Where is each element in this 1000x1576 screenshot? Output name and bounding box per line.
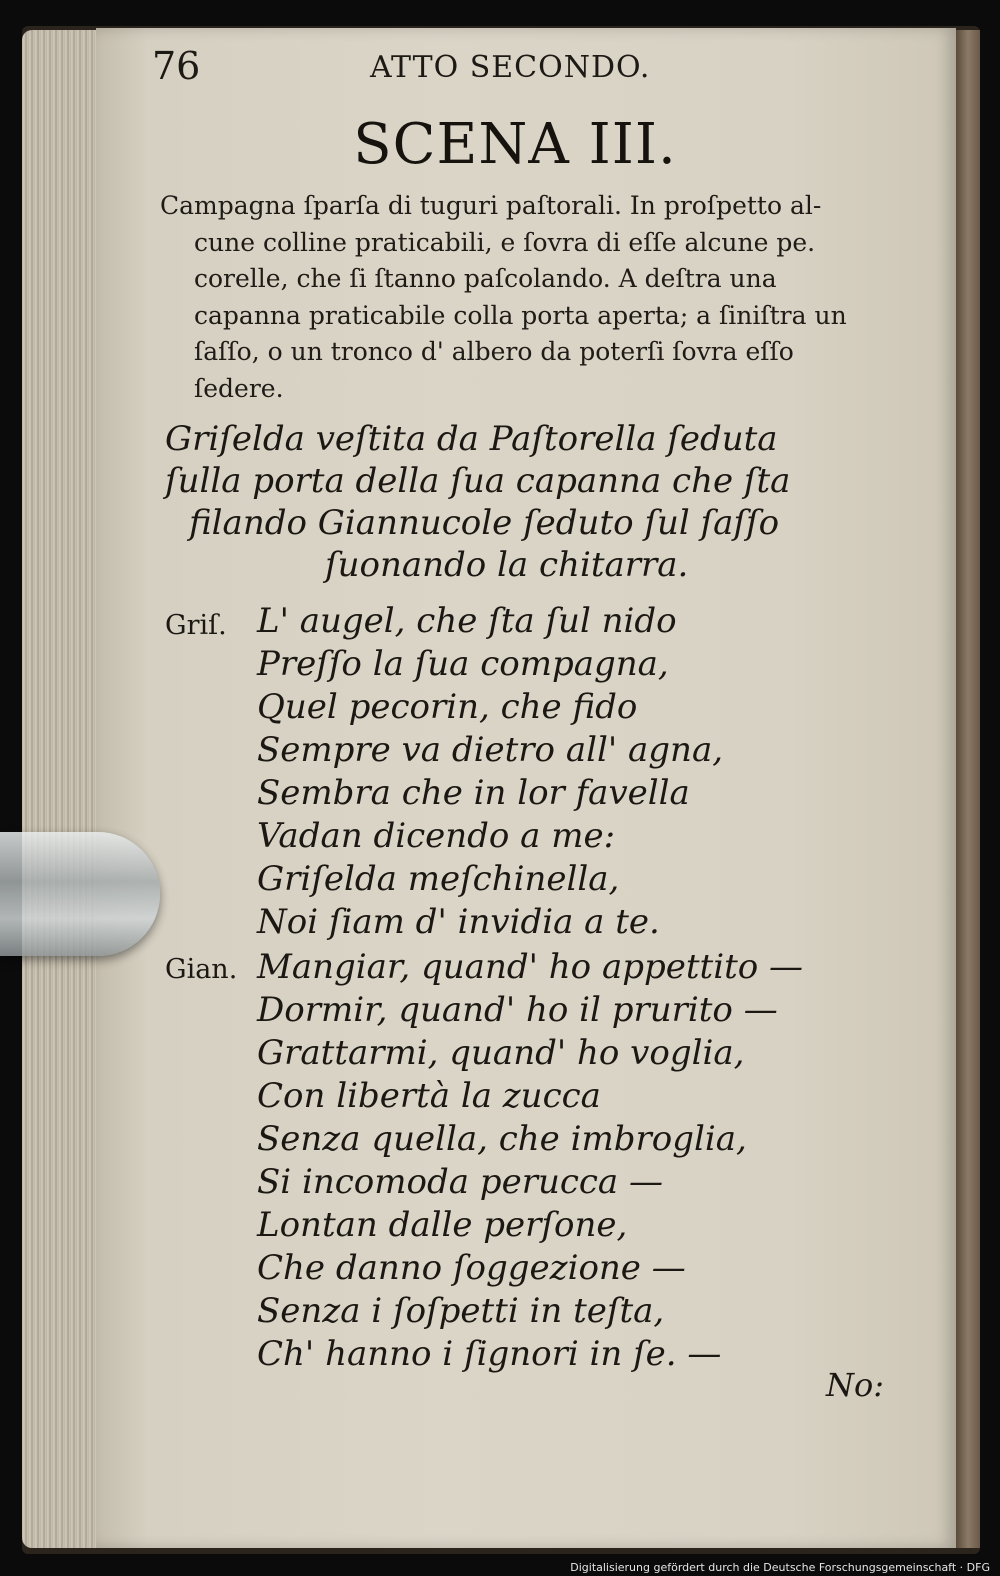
setting-line: ſaſſo, o un tronco d' albero da poterſi ſovra eſſo <box>194 337 794 366</box>
facing-page-edge <box>956 30 980 1548</box>
digitization-credit: Digitalisierung gefördert durch die Deutsche Forschungsgemeinschaft · DFG <box>570 1561 990 1574</box>
verse-line: Noi ſiam d' invidia a te. <box>257 902 660 942</box>
verse-line: Dormir, quand' ho il prurito — <box>257 990 778 1030</box>
verse-line: Sempre va dietro all' agna, <box>257 730 724 770</box>
verse-line: Griſelda meſchinella, <box>257 859 620 899</box>
verse-block <box>257 946 803 1376</box>
stage-direction-line: Griſelda veſtita da Paſtorella ſeduta <box>165 419 778 459</box>
verse-line: Sembra che in lor favella <box>257 773 690 813</box>
page-edges <box>22 30 102 1548</box>
stage-direction-line: filando Giannucole ſeduto ſul ſaſſo <box>189 503 780 543</box>
verse-block <box>257 600 723 944</box>
running-head: ATTO SECONDO. <box>370 50 651 85</box>
stage-direction-line: ſuonando la chitarra. <box>325 545 689 585</box>
page-clip <box>0 832 160 956</box>
setting-line: capanna praticabile colla porta aperta; a ſiniſtra un <box>194 300 847 330</box>
verse-line: Preſſo la ſua compagna, <box>257 644 669 684</box>
verse-line: Grattarmi, quand' ho voglia, <box>257 1033 745 1073</box>
setting-line: cune colline praticabili, e ſovra di eſſe alcune pe. <box>194 227 816 257</box>
verse-line: L' augel, che ſta ſul nido <box>257 601 677 641</box>
verse-line: Che danno ſoggezione — <box>257 1248 686 1288</box>
setting-line: ſedere. <box>194 373 284 403</box>
verse-line: Senza i ſoſpetti in teſta, <box>257 1291 665 1331</box>
speaker-label: Griſ. <box>165 610 227 641</box>
verse-line: Lontan dalle perſone, <box>257 1205 628 1245</box>
verse-line: Vadan dicendo a me: <box>257 816 616 856</box>
verse-line: Mangiar, quand' ho appettito — <box>257 947 804 987</box>
catchword: No: <box>826 1366 885 1404</box>
setting-line: corelle, che ſi ſtanno paſcolando. A deſtra una <box>194 264 777 293</box>
scene-title: SCENA III. <box>353 112 677 177</box>
stage-direction <box>165 418 905 586</box>
verse-line: Si incomoda perucca — <box>257 1162 664 1202</box>
scene-setting <box>160 188 900 407</box>
verse-line: Senza quella, che imbroglia, <box>257 1119 747 1159</box>
page-header <box>150 44 850 94</box>
page-number: 76 <box>152 44 201 88</box>
stage-direction-line: ſulla porta della ſua capanna che ſta <box>165 461 791 501</box>
setting-line: Campagna ſparſa di tuguri paſtorali. In proſpetto al- <box>160 191 822 220</box>
verse-line: Quel pecorin, che fido <box>257 687 638 727</box>
verse-line: Con libertà la zucca <box>257 1076 601 1116</box>
verse-line: Ch' hanno i ſignori in ſe. — <box>257 1334 722 1374</box>
speaker-label: Gian. <box>165 954 238 985</box>
